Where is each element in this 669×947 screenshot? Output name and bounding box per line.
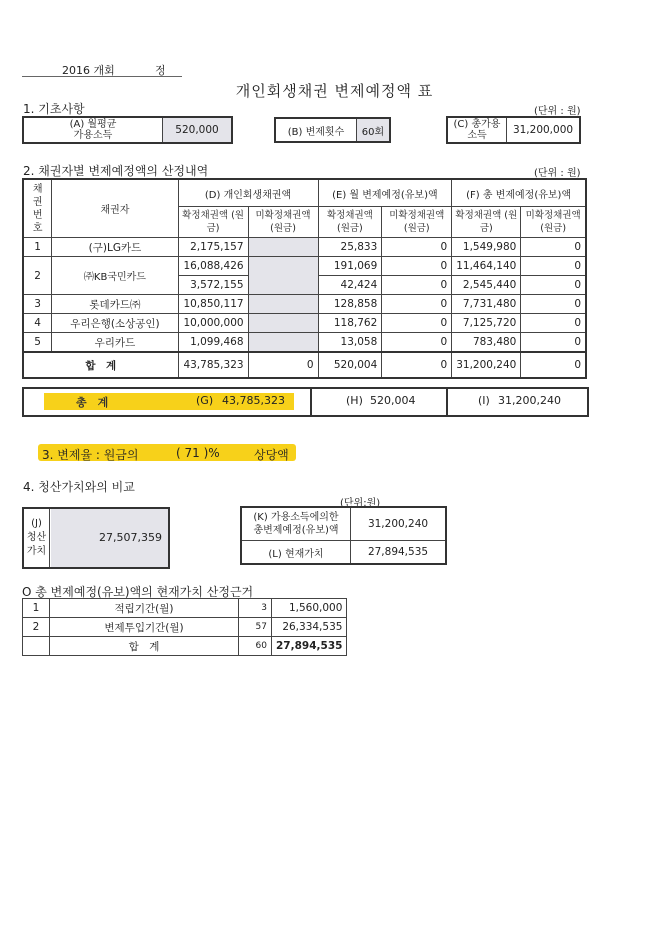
header-d: (D) 개인회생채권액 (178, 179, 318, 207)
row-d-unfixed (248, 314, 318, 333)
row-f-fixed: 7,125,720 (452, 314, 521, 333)
row-e-fixed: 13,058 (318, 333, 382, 353)
row-f-unfixed: 0 (521, 276, 586, 295)
k-label-1: (K) 가용소득에의한 (253, 512, 339, 523)
sum-e-fixed: 520,004 (318, 352, 382, 378)
row-creditor: 롯데카드㈜ (52, 295, 178, 314)
section1-title: 1. 기초사항 (23, 102, 85, 116)
row-d-fixed: 10,000,000 (178, 314, 248, 333)
header-f: (F) 총 변제예정(유보)액 (452, 179, 586, 207)
c-label-2: 소득 (467, 130, 487, 141)
k-value: 31,200,240 (351, 507, 447, 541)
pv-sum-months: 60 (239, 637, 272, 656)
total-left-box (22, 387, 312, 417)
sum-row (23, 352, 586, 378)
total-i-box (446, 387, 589, 417)
row-no: 2 (23, 257, 52, 295)
k-label-cell (241, 507, 351, 541)
sum-e-unfixed: 0 (382, 352, 452, 378)
section4-unit: (단위:원) (340, 498, 381, 509)
row-d-unfixed (248, 295, 318, 314)
rate-suffix: 상당액 (254, 448, 289, 462)
a-label-2: 가용소득 (73, 130, 113, 141)
total-h-label: (H) (346, 394, 363, 407)
header-f-fixed: 확정채권액 (원금) (452, 207, 521, 238)
pv-months: 3 (239, 599, 272, 618)
row-no: 1 (23, 238, 52, 257)
row-d-unfixed (248, 238, 318, 257)
k-label-2: 총변제예정(유보)액 (253, 525, 339, 536)
rate-text: 3. 변제율 : 원금의 (42, 448, 139, 462)
j-label-3: 가치 (26, 546, 47, 557)
j-value: 27,507,359 (99, 531, 162, 544)
row-f-unfixed: 0 (521, 333, 586, 353)
session-label: 2016 개회 (62, 64, 115, 77)
total-h-box (310, 387, 448, 417)
total-i-label: (I) (478, 394, 490, 407)
row-e-unfixed: 0 (382, 314, 452, 333)
b-label: (B) 변제횟수 (275, 118, 357, 142)
row-f-unfixed: 0 (521, 257, 586, 276)
row-d-fixed: 2,175,157 (178, 238, 248, 257)
sum-f-unfixed: 0 (521, 352, 586, 378)
header-creditor: 채권자 (52, 179, 178, 238)
section2-title: 2. 채권자별 변제예정액의 산정내역 (23, 164, 209, 178)
a-value: 520,000 (163, 117, 233, 143)
table-row (23, 618, 347, 637)
rate-value: ( 71 )% (176, 446, 220, 460)
section5-title: O 총 변제예정(유보)액의 현재가치 산정근거 (22, 585, 254, 599)
row-no: 4 (23, 314, 52, 333)
a-label-1: (A) 월평균 (69, 119, 117, 130)
table-row (23, 333, 586, 353)
pv-sum-label: 합 계 (50, 637, 239, 656)
l-label: (L) 현재가치 (241, 541, 351, 565)
table-row (23, 238, 586, 257)
j-value-cell (51, 509, 168, 567)
basic-b-box (274, 117, 391, 143)
table-row (23, 314, 586, 333)
table-row (23, 599, 347, 618)
header-e-unfixed: 미확정채권액 (원금) (382, 207, 452, 238)
j-label-2: 청산 (26, 532, 47, 543)
row-f-fixed: 11,464,140 (452, 257, 521, 276)
row-no: 3 (23, 295, 52, 314)
row-d-fixed: 3,572,155 (178, 276, 248, 295)
total-label: 총 계 (76, 396, 109, 409)
header-e: (E) 월 변제예정(유보)액 (318, 179, 452, 207)
j-box (22, 507, 170, 569)
pv-value: 26,334,535 (272, 618, 347, 637)
pv-label: 적립기간(월) (50, 599, 239, 618)
row-f-fixed: 1,549,980 (452, 238, 521, 257)
pv-no: 1 (23, 599, 50, 618)
row-d-fixed: 16,088,426 (178, 257, 248, 276)
header-no: 채권 번호 (23, 179, 52, 238)
header-d-fixed: 확정채권액 (원금) (178, 207, 248, 238)
row-f-fixed: 2,545,440 (452, 276, 521, 295)
row-e-unfixed: 0 (382, 238, 452, 257)
row-creditor: 우리은행(소상공인) (52, 314, 178, 333)
row-d-fixed: 1,099,468 (178, 333, 248, 353)
row-d-fixed: 10,850,117 (178, 295, 248, 314)
section4-title: 4. 청산가치와의 비교 (23, 480, 135, 494)
row-e-unfixed: 0 (382, 257, 452, 276)
row-f-unfixed: 0 (521, 238, 586, 257)
row-d-unfixed (248, 257, 318, 295)
j-label-1: (J) (31, 518, 42, 529)
total-g-value: 43,785,323 (222, 394, 285, 407)
row-creditor: (구)LG카드 (52, 238, 178, 257)
table-row (23, 295, 586, 314)
sum-label: 합 계 (23, 352, 178, 378)
section1-unit: (단위 : 원) (534, 106, 581, 117)
table-row (23, 257, 586, 276)
section2-unit: (단위 : 원) (534, 168, 581, 179)
creditor-table (22, 178, 587, 379)
b-value: 60회 (357, 118, 391, 142)
row-creditor: ㈜KB국민카드 (52, 257, 178, 295)
row-e-fixed: 118,762 (318, 314, 382, 333)
row-e-unfixed: 0 (382, 333, 452, 353)
header-d-unfixed: 미확정채권액 (원금) (248, 207, 318, 238)
row-no: 5 (23, 333, 52, 353)
pv-sum-row (23, 637, 347, 656)
basic-c-box (446, 116, 581, 144)
row-f-unfixed: 0 (521, 314, 586, 333)
pv-value: 1,560,000 (272, 599, 347, 618)
c-value: 31,200,000 (507, 117, 581, 143)
c-label-1: (C) 총가용 (453, 119, 501, 130)
pv-months: 57 (239, 618, 272, 637)
correction-label: 정 (155, 64, 166, 77)
row-e-fixed: 128,858 (318, 295, 382, 314)
pv-sum-no (23, 637, 50, 656)
total-i-value: 31,200,240 (498, 394, 561, 407)
pv-label: 변제투입기간(월) (50, 618, 239, 637)
header-e-fixed: 확정채권액 (원금) (318, 207, 382, 238)
l-value: 27,894,535 (351, 541, 447, 565)
j-label-cell (24, 509, 50, 567)
total-h-value: 520,004 (370, 394, 416, 407)
pv-no: 2 (23, 618, 50, 637)
sum-d-fixed: 43,785,323 (178, 352, 248, 378)
row-f-fixed: 7,731,480 (452, 295, 521, 314)
c-label-cell (447, 117, 507, 143)
page-title: 개인회생채권 변제예정액 표 (235, 82, 434, 100)
row-creditor: 우리카드 (52, 333, 178, 353)
basic-a-box (22, 116, 233, 144)
row-d-unfixed (248, 333, 318, 353)
pv-sum-value: 27,894,535 (272, 637, 347, 656)
row-e-unfixed: 0 (382, 276, 452, 295)
header-f-unfixed: 미확정채권액 (원금) (521, 207, 586, 238)
row-e-fixed: 191,069 (318, 257, 382, 276)
row-e-fixed: 25,833 (318, 238, 382, 257)
a-label-cell (23, 117, 163, 143)
row-e-unfixed: 0 (382, 295, 452, 314)
row-f-unfixed: 0 (521, 295, 586, 314)
sum-d-unfixed: 0 (248, 352, 318, 378)
total-g-label: (G) (196, 394, 214, 407)
comparison-table (240, 506, 447, 565)
sum-f-fixed: 31,200,240 (452, 352, 521, 378)
row-e-fixed: 42,424 (318, 276, 382, 295)
pv-table (22, 598, 347, 656)
row-f-fixed: 783,480 (452, 333, 521, 353)
